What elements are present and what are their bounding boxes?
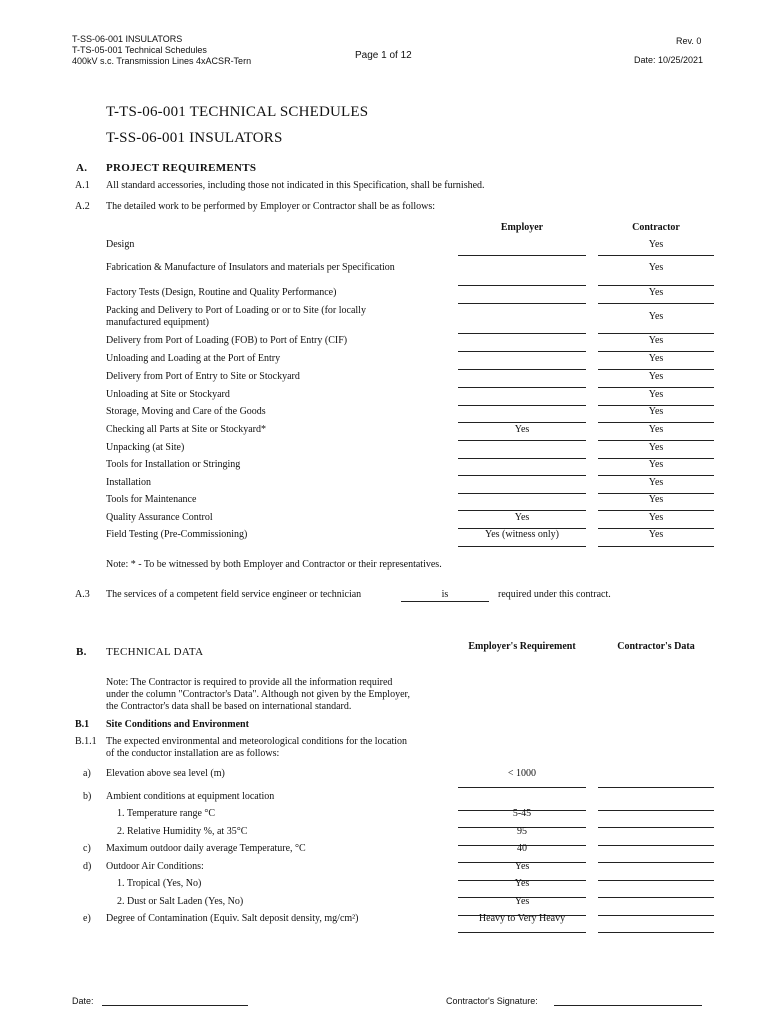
- condition-employer-requirement: 40: [517, 843, 527, 854]
- work-row-label: Delivery from Port of Loading (FOB) to Port of Entry (CIF): [106, 335, 348, 346]
- employer-cell-underline: [458, 546, 586, 547]
- page-number: Page 1 of 12: [355, 50, 412, 61]
- condition-label: 2. Dust or Salt Laden (Yes, No): [117, 896, 244, 907]
- section-a-note: Note: * - To be witnessed by both Employer and Contractor or their representatives.: [106, 559, 442, 570]
- condition-key: b): [83, 791, 92, 802]
- col-header-employer-requirement: Employer's Requirement: [468, 641, 576, 652]
- a2-number: A.2: [75, 201, 90, 212]
- work-row-contractor: Yes: [648, 353, 664, 364]
- contractor-cell-underline: [598, 510, 714, 511]
- contractor-data-input-line[interactable]: [598, 827, 714, 828]
- work-row-label: Factory Tests (Design, Routine and Quality Performance): [106, 287, 337, 298]
- work-row-contractor: Yes: [648, 371, 664, 382]
- condition-employer-requirement: Heavy to Very Heavy: [478, 913, 566, 924]
- b11-number: B.1.1: [75, 736, 97, 747]
- work-row-label: Fabrication & Manufacture of Insulators and materials per Specification: [106, 262, 395, 273]
- header-line-2: T-TS-05-001 Technical Schedules: [72, 45, 207, 55]
- b11-text: [106, 736, 407, 760]
- note-line-3: the Contractor's data shall be based on international standard.: [106, 701, 352, 712]
- a2-text: The detailed work to be performed by Employer or Contractor shall be as follows:: [106, 201, 436, 212]
- condition-employer-requirement: Yes: [514, 896, 530, 907]
- work-row-contractor: Yes: [648, 424, 664, 435]
- employer-cell-underline: [458, 510, 586, 511]
- work-row-label: Unloading at Site or Stockyard: [106, 389, 230, 400]
- employer-cell-underline: [458, 285, 586, 286]
- work-row-contractor: Yes: [648, 311, 664, 322]
- work-row-label: Unpacking (at Site): [106, 442, 185, 453]
- condition-key: e): [83, 913, 91, 924]
- condition-employer-requirement: Yes: [514, 878, 530, 889]
- employer-cell-underline: [458, 458, 586, 459]
- contractor-data-input-line[interactable]: [598, 787, 714, 788]
- employer-cell-underline: [458, 475, 586, 476]
- contractor-data-input-line[interactable]: [598, 845, 714, 846]
- b11-line-2: of the conductor installation are as follows:: [106, 748, 280, 759]
- section-a-title: PROJECT REQUIREMENTS: [106, 162, 257, 174]
- contractor-cell-underline: [598, 422, 714, 423]
- employer-cell-underline: [458, 351, 586, 352]
- col-header-employer: Employer: [500, 222, 544, 233]
- work-row-label: Installation: [106, 477, 151, 488]
- footer-signature-label: Contractor's Signature:: [446, 996, 538, 1006]
- employer-cell-underline: [458, 422, 586, 423]
- a3-text-before: The services of a competent field service engineer or technician: [106, 589, 362, 600]
- header-line-1: T-SS-06-001 INSULATORS: [72, 34, 183, 44]
- col-header-contractor: Contractor: [632, 222, 680, 233]
- contractor-data-input-line[interactable]: [598, 932, 714, 933]
- employer-cell-underline: [458, 369, 586, 370]
- employer-cell-underline: [458, 405, 586, 406]
- work-row-label: Quality Assurance Control: [106, 512, 213, 523]
- condition-label: 1. Temperature range °C: [117, 808, 216, 819]
- footer-date-line[interactable]: [102, 1005, 248, 1006]
- contractor-cell-underline: [598, 369, 714, 370]
- contractor-cell-underline: [598, 546, 714, 547]
- condition-label: 1. Tropical (Yes, No): [117, 878, 202, 889]
- work-row-contractor: Yes: [648, 494, 664, 505]
- work-row-employer: Yes: [514, 424, 530, 435]
- page-title: T-TS-06-001 TECHNICAL SCHEDULES: [106, 104, 369, 120]
- work-row-contractor: Yes: [648, 406, 664, 417]
- work-row-contractor: Yes: [648, 287, 664, 298]
- header-date: Date: 10/25/2021: [634, 55, 704, 65]
- contractor-cell-underline: [598, 475, 714, 476]
- condition-key: a): [83, 768, 91, 779]
- footer-date-label: Date:: [72, 996, 94, 1006]
- b1-title: Site Conditions and Environment: [106, 719, 249, 730]
- b1-number: B.1: [75, 719, 90, 730]
- work-row-contractor: Yes: [648, 477, 664, 488]
- condition-key: c): [83, 843, 91, 854]
- employer-cell-underline: [458, 387, 586, 388]
- condition-label: Ambient conditions at equipment location: [106, 791, 275, 802]
- header-line-3: 400kV s.c. Transmission Lines 4xACSR-Tern: [72, 56, 252, 66]
- a3-text-after: required under this contract.: [498, 589, 611, 600]
- condition-employer-requirement: 95: [517, 826, 527, 837]
- condition-label: Degree of Contamination (Equiv. Salt deposit density, mg/cm²): [106, 913, 359, 924]
- employer-cell-underline: [458, 333, 586, 334]
- work-row-label: Packing and Delivery to Port of Loading or or to Site (for locally manufactured equipment): [106, 305, 366, 328]
- a3-fill-in: is: [441, 589, 449, 600]
- work-row-contractor: Yes: [648, 459, 664, 470]
- work-row-contractor: Yes: [648, 512, 664, 523]
- contractor-data-input-line[interactable]: [598, 810, 714, 811]
- condition-label: Outdoor Air Conditions:: [106, 861, 204, 872]
- employer-cell-underline: [458, 493, 586, 494]
- contractor-cell-underline: [598, 387, 714, 388]
- note-line-2: under the column "Contractor's Data". Although not given by the Employer,: [106, 689, 410, 700]
- work-row-label: Delivery from Port of Entry to Site or Stockyard: [106, 371, 300, 382]
- page-subtitle: T-SS-06-001 INSULATORS: [106, 130, 283, 146]
- contractor-data-input-line[interactable]: [598, 880, 714, 881]
- contractor-data-input-line[interactable]: [598, 897, 714, 898]
- condition-key: d): [83, 861, 92, 872]
- work-row-label: Tools for Installation or Stringing: [106, 459, 241, 470]
- condition-label: 2. Relative Humidity %, at 35°C: [117, 826, 248, 837]
- section-b-number: B.: [76, 646, 87, 658]
- work-row-contractor: Yes: [648, 442, 664, 453]
- contractor-cell-underline: [598, 255, 714, 256]
- contractor-cell-underline: [598, 285, 714, 286]
- work-row-employer: Yes: [514, 512, 530, 523]
- note-line-1: Note: The Contractor is required to provide all the information required: [106, 677, 393, 688]
- a1-number: A.1: [75, 180, 90, 191]
- work-row-label: Field Testing (Pre-Commissioning): [106, 529, 248, 540]
- section-b-note: [106, 677, 410, 713]
- section-a-number: A.: [76, 162, 88, 174]
- work-row-contractor: Yes: [648, 389, 664, 400]
- condition-employer-requirement: 5-45: [512, 808, 532, 819]
- contractor-data-input-line[interactable]: [598, 862, 714, 863]
- work-row-label: Design: [106, 239, 135, 250]
- footer-signature-line[interactable]: [554, 1005, 702, 1006]
- contractor-cell-underline: [598, 303, 714, 304]
- a3-number: A.3: [75, 589, 90, 600]
- b11-line-1: The expected environmental and meteorological conditions for the location: [106, 736, 408, 747]
- employer-cell-underline: [458, 440, 586, 441]
- work-row-employer: Yes (witness only): [485, 529, 559, 540]
- work-row-label: Tools for Maintenance: [106, 494, 197, 505]
- condition-employer-requirement: < 1000: [507, 768, 537, 779]
- col-header-contractor-data: Contractor's Data: [617, 641, 695, 652]
- work-row-contractor: Yes: [648, 239, 664, 250]
- header-doc-ids: [72, 34, 251, 67]
- contractor-cell-underline: [598, 333, 714, 334]
- work-row-contractor: Yes: [648, 529, 664, 540]
- contractor-data-input-line[interactable]: [598, 915, 714, 916]
- requirement-underline: [458, 787, 586, 788]
- a1-text: All standard accessories, including those not indicated in this Specification, shall be furnished.: [106, 180, 485, 191]
- work-row-contractor: Yes: [648, 335, 664, 346]
- work-row-label: Storage, Moving and Care of the Goods: [106, 406, 266, 417]
- condition-employer-requirement: Yes: [514, 861, 530, 872]
- contractor-cell-underline: [598, 351, 714, 352]
- work-row-contractor: Yes: [648, 262, 664, 273]
- work-row-label: Checking all Parts at Site or Stockyard*: [106, 424, 266, 435]
- contractor-cell-underline: [598, 440, 714, 441]
- a3-fill-underline: [401, 601, 489, 602]
- revision: Rev. 0: [676, 36, 702, 46]
- section-b-title: TECHNICAL DATA: [106, 646, 204, 658]
- employer-cell-underline: [458, 303, 586, 304]
- condition-label: Elevation above sea level (m): [106, 768, 225, 779]
- condition-label: Maximum outdoor daily average Temperature, °C: [106, 843, 306, 854]
- work-row-label: Unloading and Loading at the Port of Entry: [106, 353, 281, 364]
- employer-cell-underline: [458, 255, 586, 256]
- requirement-underline: [458, 932, 586, 933]
